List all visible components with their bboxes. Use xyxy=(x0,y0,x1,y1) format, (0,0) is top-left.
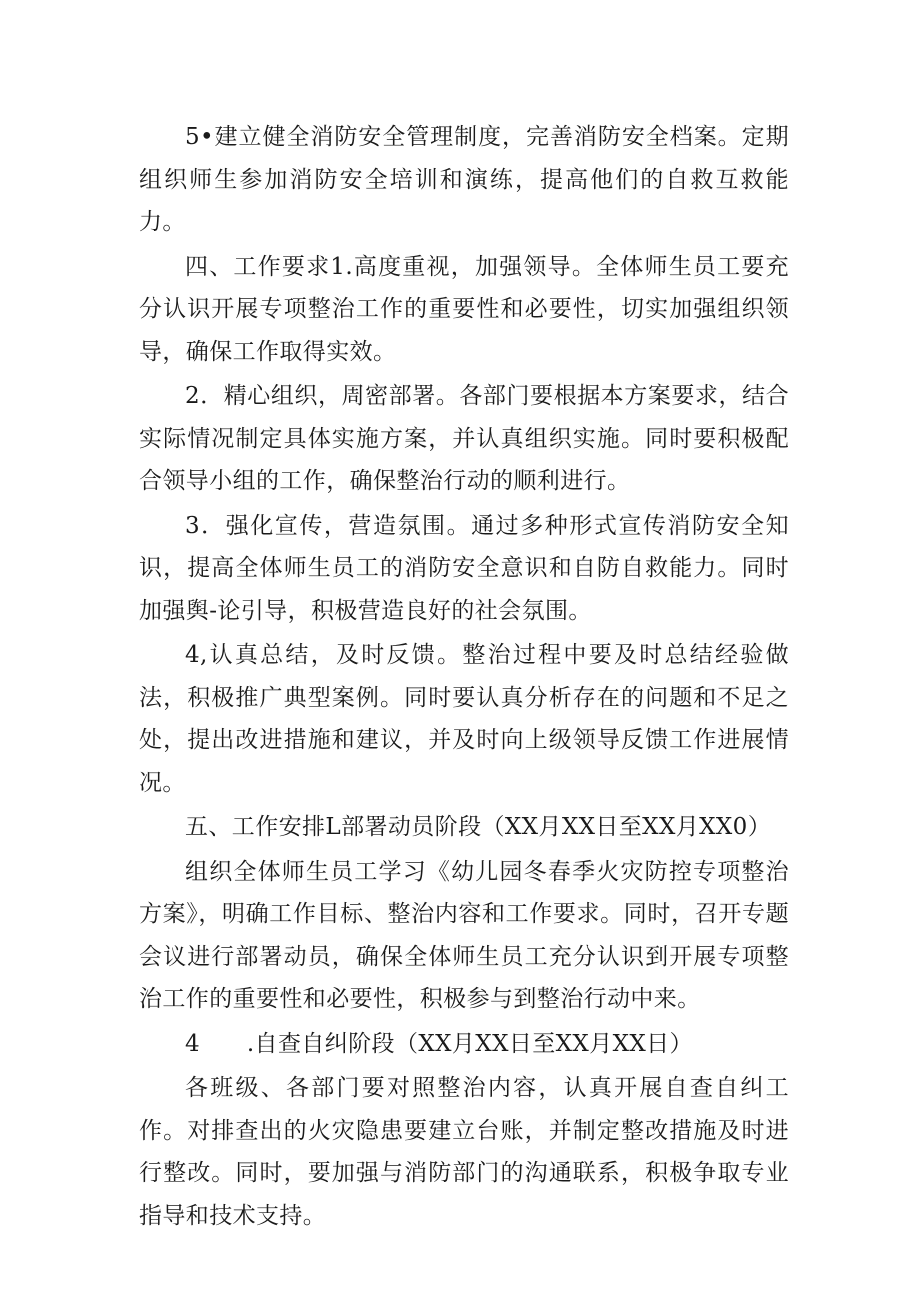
document-body xyxy=(139,116,789,1237)
paragraph-work-requirements: 四、工作要求1.高度重视，加强领导。全体师生员工要充分认识开展专项整治工作的重要性和必要性，切实加强组织领导，确保工作取得实效。 xyxy=(139,253,789,365)
paragraph-summary-feedback: 4,认真总结，及时反馈。整治过程中要及时总结经验做法，积极推广典型案例。同时要认真分析存在的问题和不足之处，提出改进措施和建议，并及时向上级领导反馈工作进展情况。 xyxy=(139,642,789,796)
heading-self-inspection: 4 .自查自纠阶段（XX月XX日至XX月XX日） xyxy=(185,1030,693,1057)
heading-work-arrangement: 五、工作安排L部署动员阶段（XX月XX日至XX月XX0） xyxy=(185,814,772,840)
paragraph-mobilization: 组织全体师生员工学习《幼儿园冬春季火灾防控专项整治方案》，明确工作目标、整治内容和工作要求。同时，召开专题会议进行部署动员，确保全体师生员工充分认识到开展专项整治工作的重要性和必要性，积极参与到整治行动中来。 xyxy=(139,858,789,1012)
paragraph-publicity: 3．强化宣传，营造氛围。通过多种形式宣传消防安全知识，提高全体师生员工的消防安全意识和自防自救能力。同时加强舆-论引导，积极营造良好的社会氛围。 xyxy=(139,512,789,624)
paragraph-fire-safety-system: 5•建立健全消防安全管理制度，完善消防安全档案。定期组织师生参加消防安全培训和演练，提高他们的自救互救能力。 xyxy=(139,124,789,235)
paragraph-careful-organization: 2．精心组织，周密部署。各部门要根据本方案要求，结合实际情况制定具体实施方案，并认真组织实施。同时要积极配合领导小组的工作，确保整治行动的顺利进行。 xyxy=(139,383,789,494)
paragraph-self-inspection: 各班级、各部门要对照整治内容，认真开展自查自纠工作。对排查出的火灾隐患要建立台账，并制定整改措施及时进行整改。同时，要加强与消防部门的沟通联系，积极争取专业指导和技术支持。 xyxy=(139,1075,789,1229)
